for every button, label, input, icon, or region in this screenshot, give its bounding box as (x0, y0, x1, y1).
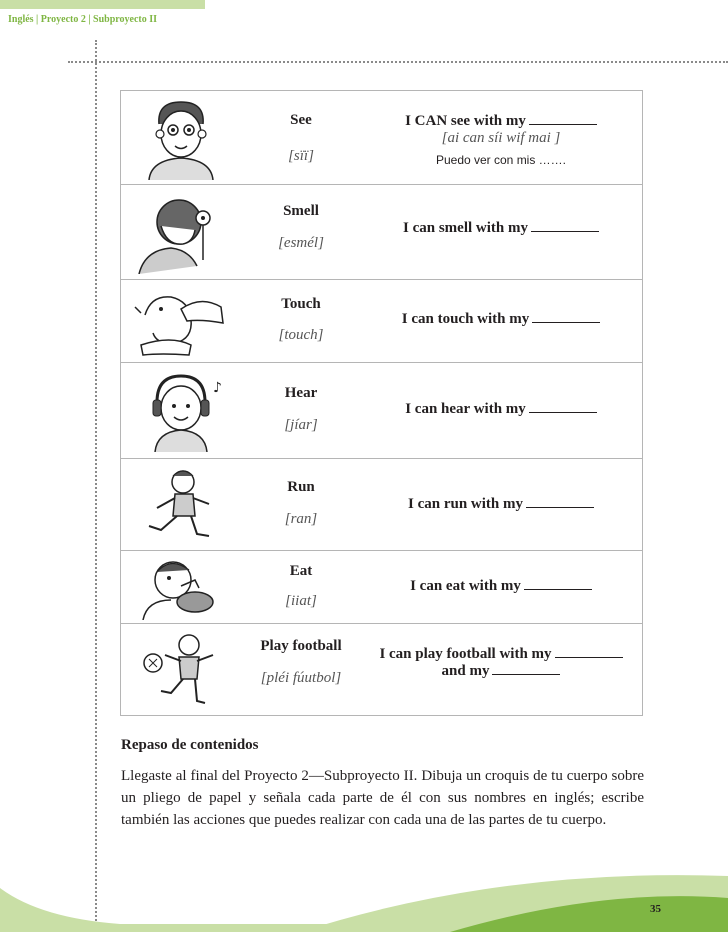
table-row-see (121, 91, 642, 185)
sentence-pronunciation-see: [ai can síi wif mai ] (441, 130, 561, 146)
answer-blank (526, 495, 594, 508)
sentence-smell: I can smell with my (366, 219, 636, 237)
sentence-hear: I can hear with my (366, 400, 636, 418)
sentence-run: I can run with my (366, 495, 636, 513)
answer-blank (555, 645, 623, 658)
svg-text:♪: ♪ (213, 380, 222, 396)
sentence-play-football-continued: and my (366, 662, 636, 680)
sentence-eat: I can eat with my (366, 577, 636, 595)
answer-blank (529, 400, 597, 413)
pronunciation-smell: [esmél] (278, 235, 324, 251)
dotted-guide-vertical (95, 40, 97, 932)
answer-blank (524, 577, 592, 590)
pronunciation-eat: [iiat] (285, 593, 317, 609)
word-hear: Hear (284, 385, 318, 401)
table-row-eat (121, 551, 642, 624)
senses-table (120, 90, 643, 716)
answer-blank (531, 219, 599, 232)
word-play-football: Play football (260, 638, 342, 654)
sentence-see: I CAN see with my (366, 112, 636, 130)
footer-wave-decoration (0, 858, 728, 932)
boy-playing-football-illustration (131, 629, 231, 711)
sentence-touch: I can touch with my (366, 310, 636, 328)
review-heading: Repaso de contenidos (121, 737, 259, 753)
boy-looking-illustration (131, 96, 231, 180)
table-row-play-football (121, 624, 642, 715)
pronunciation-play-football: [pléi fúutbol] (260, 670, 342, 686)
header-bar (0, 0, 205, 9)
table-row-smell (121, 185, 642, 280)
page-number: 35 (650, 903, 661, 915)
word-touch: Touch (281, 296, 321, 312)
pronunciation-hear: [jíar] (284, 417, 318, 433)
word-smell: Smell (283, 203, 319, 219)
pronunciation-see: [sïï] (288, 148, 314, 164)
answer-blank (492, 662, 560, 675)
word-eat: Eat (289, 563, 313, 579)
answer-blank (532, 310, 600, 323)
child-smelling-flower-illustration (131, 190, 231, 274)
header-breadcrumb: Inglés | Proyecto 2 | Subproyecto II (8, 14, 158, 25)
page-header (0, 0, 205, 30)
dotted-guide-horizontal (68, 61, 728, 63)
table-row-run (121, 459, 642, 551)
hand-touching-dog-illustration (131, 285, 231, 359)
word-see: See (290, 112, 312, 128)
girl-with-headphones-illustration (131, 368, 231, 452)
answer-blank (529, 112, 597, 125)
girl-running-illustration (131, 464, 231, 546)
pronunciation-touch: [touch] (278, 327, 324, 343)
sentence-spanish-see: Puedo ver con mis ……. (435, 153, 567, 167)
review-paragraph: Llegaste al final del Proyecto 2—Subproyecto II. Dibuja un croquis de tu cuerpo sobre un pliego de papel y señala cada parte de él con sus nombres en inglés; escribe también las acciones que puedes realizar con cada una de las partes de tu cuerpo. (121, 768, 644, 828)
pronunciation-run: [ran] (284, 511, 318, 527)
table-row-touch (121, 280, 642, 363)
word-run: Run (287, 479, 315, 495)
boy-eating-illustration (131, 556, 231, 620)
table-row-hear (121, 363, 642, 459)
sentence-play-football: I can play football with my (366, 645, 636, 663)
